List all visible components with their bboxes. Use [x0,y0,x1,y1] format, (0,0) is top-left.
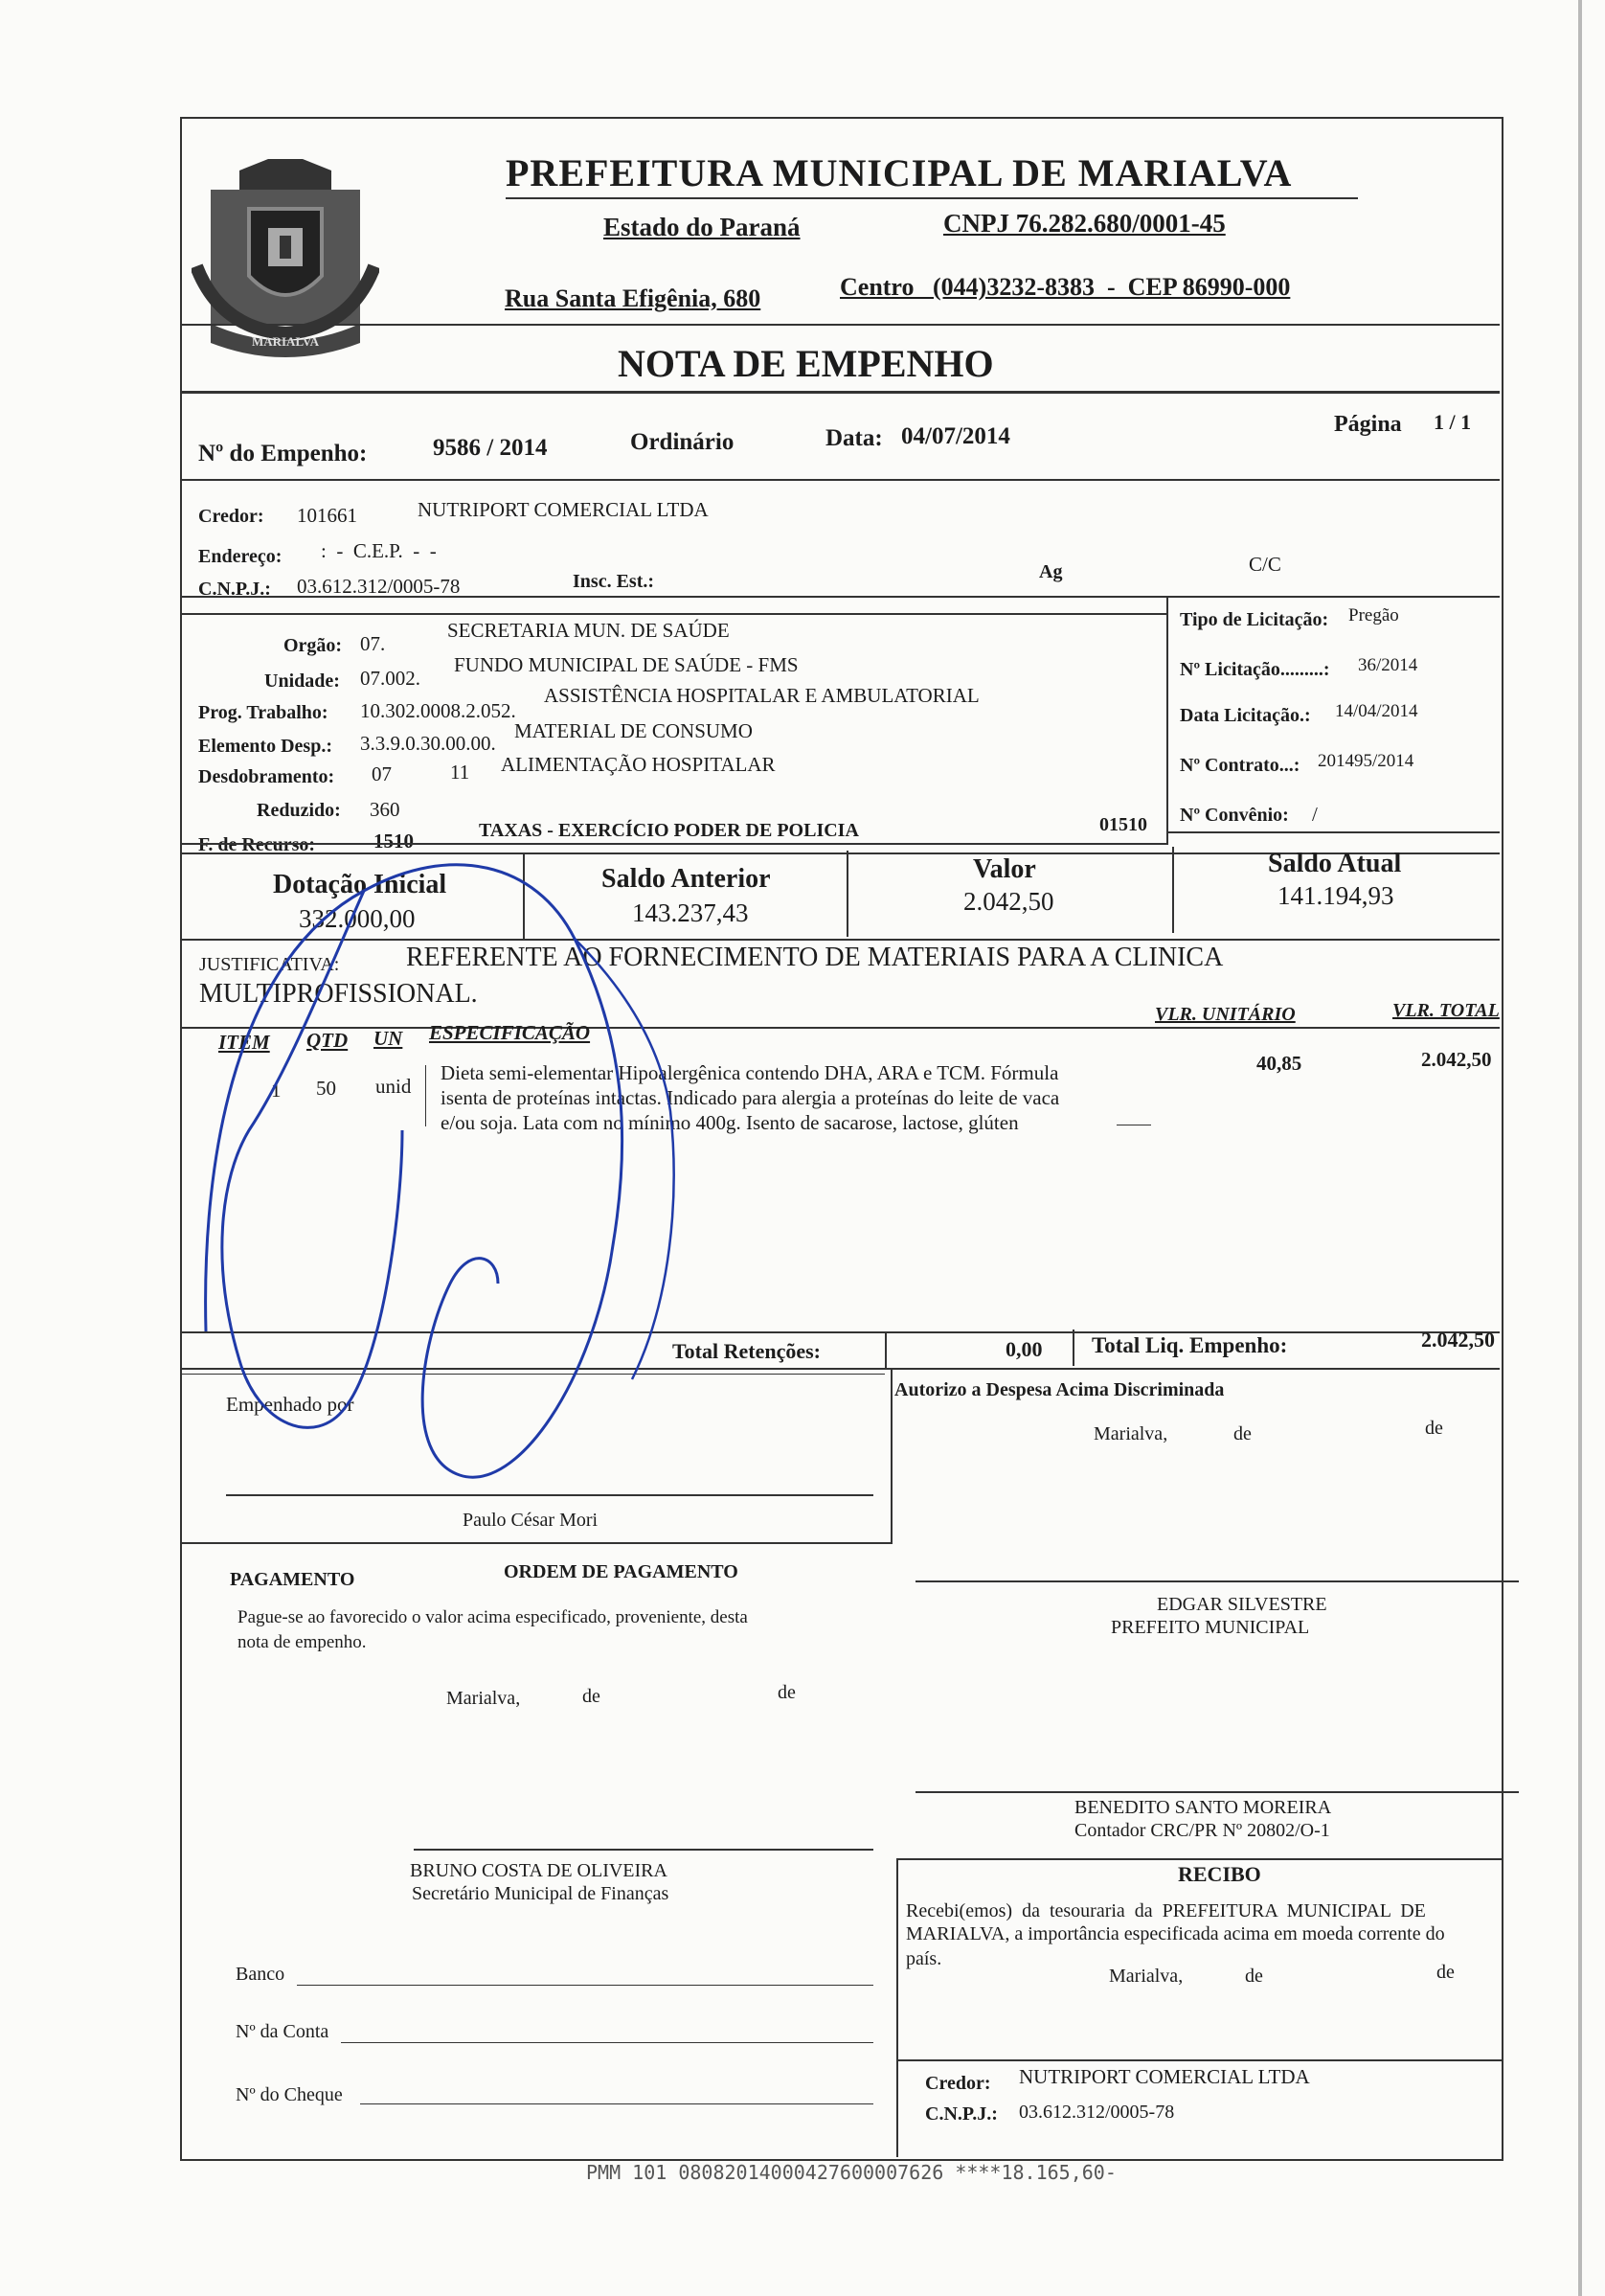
address-rest: Centro (044)3232-8383 - CEP 86990-000 [840,273,1291,301]
document-title: NOTA DE EMPENHO [618,342,994,385]
justificativa-label: JUSTIFICATIVA: [199,954,340,975]
recibo-credor-label: Credor: [925,2073,991,2094]
banco-label: Banco [236,1964,285,1985]
autorizo-de2: de [1425,1418,1443,1439]
recibo-label: RECIBO [1178,1862,1261,1886]
licitacao-date-label: Data Licitação.: [1180,705,1311,726]
date-label: Data: [825,425,883,451]
item-desc-line3: e/ou soja. Lata com no mínimo 400g. Isento de sacarose, lactose, glúten [441,1111,1019,1134]
elemento-code: 3.3.9.0.30.00.00. [360,732,496,755]
elemento-label: Elemento Desp.: [198,736,332,757]
orgao-label: Orgão: [283,635,343,656]
pagamento-city: Marialva, [446,1688,521,1709]
cnpj-label: C.N.P.J.: [198,579,271,600]
licitacao-date: 14/04/2014 [1335,701,1418,721]
pagamento-label: PAGAMENTO [230,1569,355,1590]
cheque-label: Nº do Cheque [236,2084,343,2105]
municipality-title: PREFEITURA MUNICIPAL DE MARIALVA [506,151,1293,194]
item-number: 1 [271,1079,282,1102]
financas-signer-name: BRUNO COSTA DE OLIVEIRA [410,1860,667,1881]
unidade-label: Unidade: [264,671,340,692]
credor-label: Credor: [198,506,264,527]
empenhado-por-label: Empenhado por [226,1393,354,1416]
empenho-number: 9586 / 2014 [433,435,548,461]
desdobramento-a: 07 [372,762,392,785]
recibo-de2: de [1436,1962,1455,1983]
valor-value: 2.042,50 [963,887,1054,916]
prefeito-name: EDGAR SILVESTRE [1157,1594,1327,1615]
recibo-de1: de [1245,1966,1263,1987]
item-qtd: 50 [316,1077,336,1100]
justificativa-line2: MULTIPROFISSIONAL. [199,979,478,1009]
item-desc-line2: isenta de proteínas intactas. Indicado para alergia a proteínas do leite de vaca [441,1086,1060,1109]
justificativa-line1: REFERENTE AO FORNECIMENTO DE MATERIAIS PARA A CLINICA [406,943,1224,972]
licitacao-number: 36/2014 [1358,655,1418,675]
recibo-text3: país. [906,1948,942,1969]
endereco-value: : - C.E.P. - - [321,539,437,562]
recibo-cnpj: 03.612.312/0005-78 [1019,2102,1175,2123]
prefeito-role: PREFEITO MUNICIPAL [1111,1617,1310,1638]
convenio-value: / [1312,803,1318,826]
empenho-number-label: Nº do Empenho: [198,441,368,466]
page-label: Página [1334,412,1402,437]
empenho-type: Ordinário [630,429,735,455]
convenio-label: Nº Convênio: [1180,805,1289,826]
item-desc-line1: Dieta semi-elementar Hipoalergênica contendo DHA, ARA e TCM. Fórmula [441,1061,1059,1084]
elemento-name: MATERIAL DE CONSUMO [514,719,753,742]
prog-trabalho-name: ASSISTÊNCIA HOSPITALAR E AMBULATORIAL [544,684,980,707]
recibo-credor-name: NUTRIPORT COMERCIAL LTDA [1019,2065,1310,2088]
saldo-atual-label: Saldo Atual [1268,849,1402,878]
saldo-atual-value: 141.194,93 [1277,881,1394,910]
reduzido-label: Reduzido: [257,800,341,821]
autorizo-city: Marialva, [1094,1423,1168,1444]
item-vlr-unitario: 40,85 [1256,1052,1302,1075]
desdobramento-name: ALIMENTAÇÃO HOSPITALAR [501,753,776,776]
pagamento-text1: Pague-se ao favorecido o valor acima especificado, proveniente, desta [237,1607,748,1627]
item-vlr-total: 2.042,50 [1421,1048,1492,1071]
saldo-anterior-value: 143.237,43 [632,898,749,927]
tipo-licitacao: Pregão [1348,605,1399,625]
empenho-date: 04/07/2014 [901,423,1010,449]
financas-signer-role: Secretário Municipal de Finanças [412,1883,669,1904]
tipo-licitacao-label: Tipo de Licitação: [1180,609,1329,630]
valor-label: Valor [973,854,1036,884]
recurso-label: F. de Recurso: [198,834,316,855]
col-vlr-unitario: VLR. UNITÁRIO [1155,1004,1296,1025]
autorizo-de1: de [1233,1423,1252,1444]
prog-trabalho-code: 10.302.0008.2.052. [360,699,516,722]
unidade-code: 07.002. [360,667,420,690]
total-retencoes-label: Total Retenções: [672,1339,821,1363]
reduzido-value: 360 [370,798,400,821]
orgao-code: 07. [360,632,386,655]
col-vlr-total: VLR. TOTAL [1392,1000,1500,1021]
header-cnpj: CNPJ 76.282.680/0001-45 [943,209,1226,238]
state-name: Estado do Paraná [603,213,801,241]
svg-text:MARIALVA: MARIALVA [251,334,320,349]
contrato-number: 201495/2014 [1318,751,1414,771]
pagamento-text2: nota de empenho. [237,1632,367,1652]
footer-code: PMM 101 08082014000427600007626 ****18.165,60- [586,2161,1117,2184]
contador-role: Contador CRC/PR Nº 20802/O-1 [1074,1820,1330,1841]
recibo-text1: Recebi(emos) da tesouraria da PREFEITURA MUNICIPAL DE [906,1900,1426,1921]
contrato-label: Nº Contrato...: [1180,755,1300,776]
credor-code: 101661 [297,504,357,527]
pagamento-de2: de [778,1682,796,1703]
pagamento-de1: de [582,1686,600,1707]
dotacao-inicial-label: Dotação Inicial [273,870,447,899]
agencia-label: Ag [1039,561,1063,582]
credor-name: NUTRIPORT COMERCIAL LTDA [418,498,709,521]
insc-est-label: Insc. Est.: [573,571,655,592]
ordem-pagamento-label: ORDEM DE PAGAMENTO [504,1561,738,1582]
col-item: ITEM [218,1031,270,1054]
col-especificacao: ESPECIFICAÇÃO [429,1021,591,1044]
contador-name: BENEDITO SANTO MOREIRA [1074,1797,1332,1818]
recibo-city: Marialva, [1109,1966,1184,1987]
recurso-number: 01510 [1099,814,1147,835]
conta-label: Nº da Conta [236,2021,329,2042]
orgao-name: SECRETARIA MUN. DE SAÚDE [447,619,730,642]
col-un: UN [373,1027,403,1050]
credor-cnpj: 03.612.312/0005-78 [297,575,461,598]
item-un: unid [375,1075,412,1098]
unidade-name: FUNDO MUNICIPAL DE SAÚDE - FMS [454,653,799,676]
autorizo-label: Autorizo a Despesa Acima Discriminada [894,1379,1225,1400]
prog-trabalho-label: Prog. Trabalho: [198,702,328,723]
conta-corrente-label: C/C [1249,553,1281,576]
desdobramento-b: 11 [450,761,470,784]
col-qtd: QTD [306,1029,349,1052]
recurso-code: 1510 [373,830,414,852]
recibo-text2: MARIALVA, a importância especificada acima em moeda corrente do [906,1923,1445,1944]
total-retencoes-value: 0,00 [1006,1337,1043,1361]
licitacao-number-label: Nº Licitação.........: [1180,659,1330,680]
desdobramento-label: Desdobramento: [198,766,335,787]
recurso-name: TAXAS - EXERCÍCIO PODER DE POLICIA [479,820,859,841]
endereco-label: Endereço: [198,546,283,567]
total-liq-value: 2.042,50 [1421,1328,1495,1352]
recibo-cnpj-label: C.N.P.J.: [925,2103,998,2125]
dotacao-inicial-value: 332.000,00 [299,904,416,933]
total-liq-label: Total Liq. Empenho: [1092,1333,1288,1357]
street-address: Rua Santa Efigênia, 680 [505,284,761,312]
empenhado-signer: Paulo César Mori [463,1510,599,1531]
saldo-anterior-label: Saldo Anterior [601,864,771,894]
page-number: 1 / 1 [1434,410,1472,434]
